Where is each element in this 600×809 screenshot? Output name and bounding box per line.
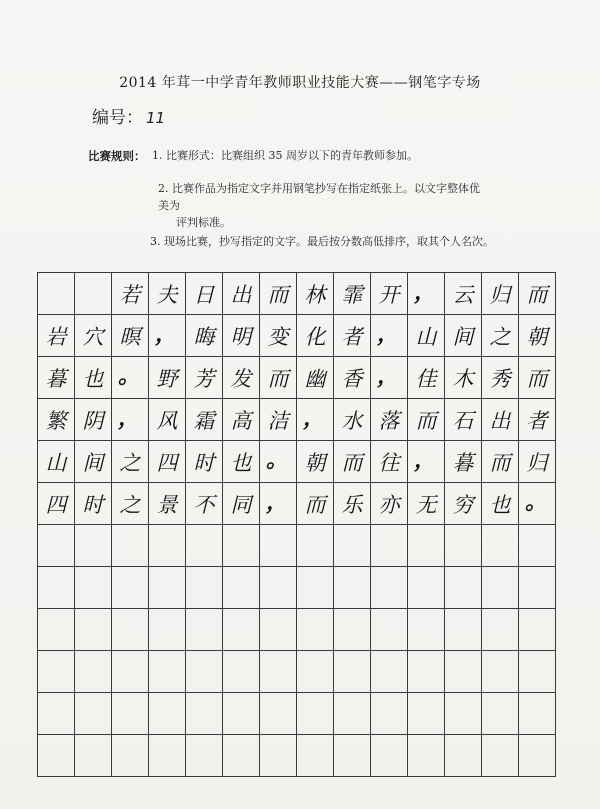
grid-cell: 而 [519, 273, 556, 315]
entry-number-value: 11 [146, 109, 166, 127]
grid-cell: ， [371, 315, 408, 357]
grid-cell: 洁 [260, 399, 297, 441]
grid-cell [149, 735, 186, 777]
grid-cell: 芳 [186, 357, 223, 399]
grid-cell [260, 609, 297, 651]
grid-cell [445, 609, 482, 651]
grid-cell [482, 609, 519, 651]
grid-cell: 暮 [38, 357, 75, 399]
grid-cell [482, 735, 519, 777]
grid-cell: 落 [371, 399, 408, 441]
grid-cell [482, 651, 519, 693]
grid-cell: 者 [334, 315, 371, 357]
grid-cell: 山 [408, 315, 445, 357]
grid-row [38, 273, 556, 315]
grid-cell: 霜 [186, 399, 223, 441]
grid-cell [519, 525, 556, 567]
grid-cell: 往 [371, 441, 408, 483]
grid-cell: 出 [482, 399, 519, 441]
grid-cell: 化 [297, 315, 334, 357]
grid-cell [186, 735, 223, 777]
grid-cell: 朝 [519, 315, 556, 357]
grid-cell: 也 [75, 357, 112, 399]
grid-cell: 。 [112, 357, 149, 399]
grid-cell [334, 735, 371, 777]
grid-cell [519, 735, 556, 777]
grid-cell [408, 609, 445, 651]
grid-cell: 四 [149, 441, 186, 483]
grid-cell: 出 [223, 273, 260, 315]
grid-cell: ， [149, 315, 186, 357]
grid-cell: 石 [445, 399, 482, 441]
grid-cell: 之 [112, 483, 149, 525]
grid-cell: 穴 [75, 315, 112, 357]
grid-cell [482, 567, 519, 609]
rule-item-continuation: 评判标准。 [176, 216, 231, 229]
grid-cell [260, 567, 297, 609]
grid-cell: 时 [186, 441, 223, 483]
grid-cell [149, 693, 186, 735]
grid-cell: 山 [38, 441, 75, 483]
grid-cell [112, 567, 149, 609]
grid-row [38, 399, 556, 441]
grid-cell [38, 609, 75, 651]
grid-cell [149, 651, 186, 693]
grid-cell [75, 693, 112, 735]
grid-cell [334, 693, 371, 735]
grid-row [38, 357, 556, 399]
grid-cell [260, 651, 297, 693]
grid-cell: 若 [112, 273, 149, 315]
grid-cell: 者 [519, 399, 556, 441]
grid-cell [38, 567, 75, 609]
grid-cell: 四 [38, 483, 75, 525]
grid-cell [149, 609, 186, 651]
grid-cell: 香 [334, 357, 371, 399]
grid-cell [334, 609, 371, 651]
entry-number [92, 103, 165, 128]
grid-cell [186, 525, 223, 567]
grid-cell [223, 651, 260, 693]
grid-cell: 而 [260, 357, 297, 399]
grid-cell [519, 651, 556, 693]
grid-cell [38, 525, 75, 567]
grid-cell [186, 609, 223, 651]
grid-cell [334, 525, 371, 567]
grid-cell: 云 [445, 273, 482, 315]
grid-cell: 而 [260, 273, 297, 315]
grid-cell: 繁 [38, 399, 75, 441]
grid-cell [38, 693, 75, 735]
grid-cell: 日 [186, 273, 223, 315]
grid-cell [223, 609, 260, 651]
grid-row [38, 651, 556, 693]
grid-cell: 也 [223, 441, 260, 483]
grid-cell: 风 [149, 399, 186, 441]
grid-cell: 归 [519, 441, 556, 483]
grid-cell [112, 525, 149, 567]
grid-cell: 水 [334, 399, 371, 441]
grid-row [38, 735, 556, 777]
grid-cell [260, 525, 297, 567]
grid-cell [149, 567, 186, 609]
grid-cell: 幽 [297, 357, 334, 399]
grid-cell [223, 525, 260, 567]
grid-cell [38, 651, 75, 693]
grid-cell: 亦 [371, 483, 408, 525]
grid-cell: 时 [75, 483, 112, 525]
grid-cell: 而 [297, 483, 334, 525]
grid-cell [297, 651, 334, 693]
grid-cell: ， [408, 273, 445, 315]
grid-cell [371, 693, 408, 735]
grid-cell: 林 [297, 273, 334, 315]
grid-cell [445, 693, 482, 735]
grid-cell: 岩 [38, 315, 75, 357]
grid-cell: ， [112, 399, 149, 441]
grid-cell [75, 567, 112, 609]
grid-cell: 不 [186, 483, 223, 525]
grid-row [38, 525, 556, 567]
grid-cell: 间 [75, 441, 112, 483]
grid-cell [371, 651, 408, 693]
grid-cell [38, 735, 75, 777]
grid-cell [75, 651, 112, 693]
grid-cell [371, 525, 408, 567]
grid-cell [371, 735, 408, 777]
grid-cell: 朝 [297, 441, 334, 483]
grid-cell [112, 609, 149, 651]
grid-cell [186, 693, 223, 735]
grid-cell [519, 609, 556, 651]
grid-cell [408, 525, 445, 567]
grid-row [38, 315, 556, 357]
grid-cell: ， [260, 483, 297, 525]
grid-cell: 夫 [149, 273, 186, 315]
grid-cell: 而 [519, 357, 556, 399]
rules-label: 比赛规则： [88, 149, 146, 163]
grid-row [38, 567, 556, 609]
grid-cell: 野 [149, 357, 186, 399]
grid-cell [408, 651, 445, 693]
grid-cell [260, 735, 297, 777]
grid-cell [408, 693, 445, 735]
grid-cell: ， [371, 357, 408, 399]
grid-cell [408, 735, 445, 777]
grid-cell: 同 [223, 483, 260, 525]
entry-number-label: 编号： [92, 108, 143, 128]
grid-cell: 而 [482, 441, 519, 483]
grid-cell: 开 [371, 273, 408, 315]
grid-cell [75, 735, 112, 777]
grid-cell: 明 [223, 315, 260, 357]
grid-cell: ， [297, 399, 334, 441]
grid-cell [112, 651, 149, 693]
grid-cell [297, 525, 334, 567]
grid-cell: 暝 [112, 315, 149, 357]
grid-cell [371, 609, 408, 651]
grid-cell: 归 [482, 273, 519, 315]
grid-cell [38, 273, 75, 315]
grid-cell [371, 567, 408, 609]
grid-cell: 变 [260, 315, 297, 357]
grid-cell [75, 273, 112, 315]
grid-cell: 也 [482, 483, 519, 525]
rule-item [158, 180, 488, 231]
grid-row [38, 693, 556, 735]
grid-cell [445, 735, 482, 777]
grid-cell [112, 693, 149, 735]
grid-cell: 高 [223, 399, 260, 441]
grid-cell: 佳 [408, 357, 445, 399]
grid-cell: 乐 [334, 483, 371, 525]
grid-cell [223, 735, 260, 777]
grid-cell [149, 525, 186, 567]
grid-cell: 霏 [334, 273, 371, 315]
grid-cell: 木 [445, 357, 482, 399]
grid-cell: 阴 [75, 399, 112, 441]
grid-cell [519, 567, 556, 609]
grid-row [38, 441, 556, 483]
rule-item-text: 2. 比赛作品为指定文字并用钢笔抄写在指定纸张上。以文字整体优美为 [158, 182, 480, 212]
grid-cell [112, 735, 149, 777]
grid-cell [334, 567, 371, 609]
grid-cell: 景 [149, 483, 186, 525]
grid-cell: 。 [519, 483, 556, 525]
grid-cell [297, 693, 334, 735]
grid-cell [75, 525, 112, 567]
grid-cell [334, 651, 371, 693]
grid-cell [260, 693, 297, 735]
grid-cell: 穷 [445, 483, 482, 525]
grid-cell: 间 [445, 315, 482, 357]
grid-cell [445, 525, 482, 567]
writing-grid [37, 272, 556, 777]
grid-cell: 。 [260, 441, 297, 483]
grid-cell: 秀 [482, 357, 519, 399]
grid-cell [445, 567, 482, 609]
grid-cell [445, 651, 482, 693]
grid-cell: 之 [112, 441, 149, 483]
grid-cell [75, 609, 112, 651]
grid-cell [223, 693, 260, 735]
rule-item: 3. 现场比赛，抄写指定的文字。最后按分数高低排序，取其个人名次。 [150, 235, 494, 248]
grid-cell: 而 [408, 399, 445, 441]
grid-cell: ， [408, 441, 445, 483]
grid-cell [186, 651, 223, 693]
grid-row [38, 483, 556, 525]
grid-cell [482, 693, 519, 735]
page-title: 2014 年茸一中学青年教师职业技能大赛——钢笔字专场 [119, 75, 481, 91]
grid-cell: 发 [223, 357, 260, 399]
grid-cell [297, 609, 334, 651]
grid-cell [408, 567, 445, 609]
grid-cell: 暮 [445, 441, 482, 483]
grid-row [38, 609, 556, 651]
grid-cell [223, 567, 260, 609]
grid-cell: 而 [334, 441, 371, 483]
grid-cell: 无 [408, 483, 445, 525]
grid-cell [297, 735, 334, 777]
grid-cell [186, 567, 223, 609]
grid-cell: 晦 [186, 315, 223, 357]
grid-cell [482, 525, 519, 567]
grid-cell [297, 567, 334, 609]
grid-cell: 之 [482, 315, 519, 357]
grid-cell [519, 693, 556, 735]
rule-item: 1. 比赛形式：比赛组织 35 周岁以下的青年教师参加。 [152, 149, 418, 162]
